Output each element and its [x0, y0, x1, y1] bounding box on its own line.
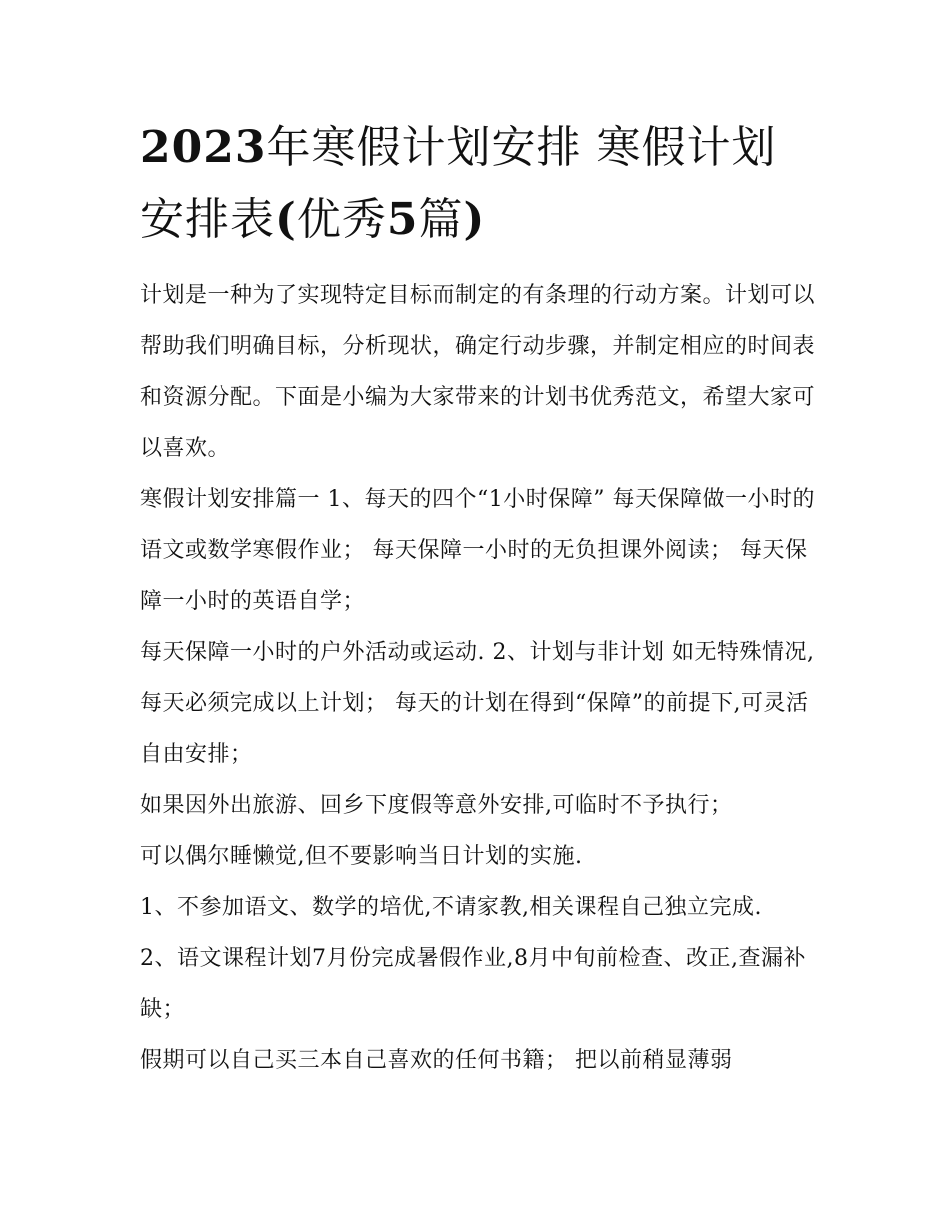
paragraph-sleep-in: 可以偶尔睡懒觉,但不要影响当日计划的实施.	[140, 844, 583, 869]
paragraph-no-tutoring: 1、不参加语文、数学的培优,不请家教,相关课程自己独立完成.	[140, 895, 762, 920]
paragraph-plan-part-2: 每天保障一小时的户外活动或运动. 2、计划与非计划 如无特殊情况,每天必须完成以上计划； 每天的计划在得到“保障”的前提下,可灵活自由安排；	[140, 640, 815, 767]
paragraph-travel-exception: 如果因外出旅游、回乡下度假等意外安排,可临时不予执行；	[140, 793, 733, 818]
document-body	[140, 270, 820, 1086]
paragraph-plan-part-1: 寒假计划安排篇一 1、每天的四个“1小时保障” 每天保障做一小时的语文或数学寒假作业； 每天保障一小时的无负担课外阅读； 每天保障一小时的英语自学；	[140, 487, 815, 614]
document-page	[140, 112, 820, 1086]
document-title: 2023年寒假计划安排 寒假计划安排表(优秀5篇)	[140, 122, 777, 245]
paragraph-books: 假期可以自己买三本自己喜欢的任何书籍； 把以前稍显薄弱	[140, 1048, 733, 1073]
paragraph-chinese-course: 2、语文课程计划7月份完成暑假作业,8月中旬前检查、改正,查漏补缺；	[140, 946, 806, 1022]
paragraph-intro: 计划是一种为了实现特定目标而制定的有条理的行动方案。计划可以帮助我们明确目标，分析现状，确定行动步骤，并制定相应的时间表和资源分配。下面是小编为大家带来的计划书优秀范文，希望大家可以喜欢。	[140, 283, 816, 461]
